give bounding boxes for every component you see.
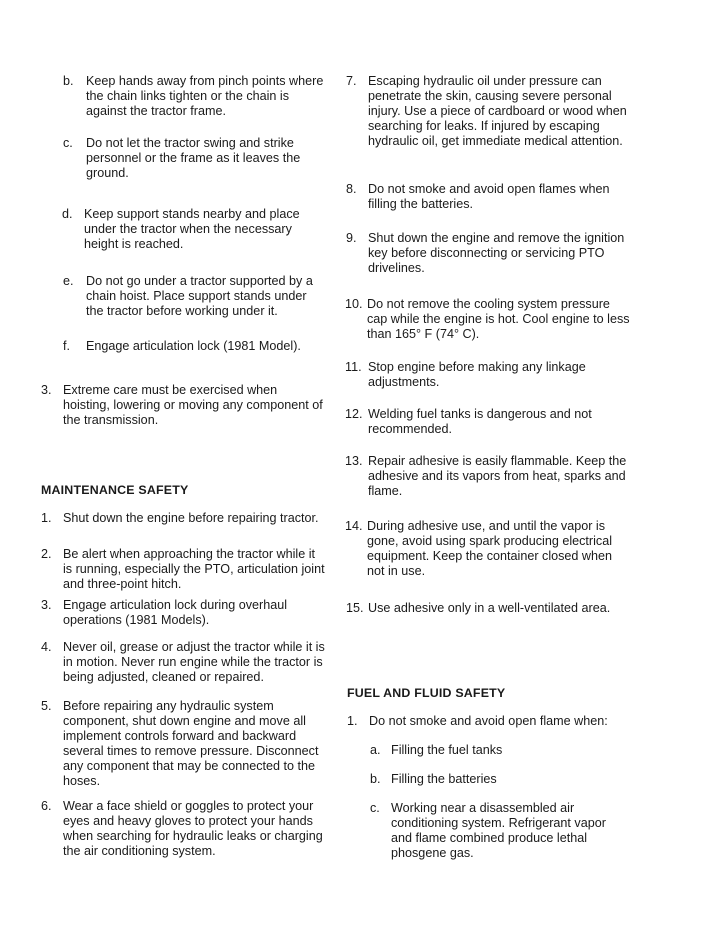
- item-marker: d.: [62, 207, 73, 221]
- item-text: Stop engine before making any linkage adjustments.: [368, 360, 586, 389]
- item-marker: 1.: [347, 714, 358, 728]
- item-text: During adhesive use, and until the vapor is gone, avoid using spark producing electrical equipment. Keep the container closed when not in use.: [367, 519, 613, 578]
- item-marker: 13.: [345, 454, 363, 468]
- item-text: Shut down the engine before repairing tractor.: [63, 511, 319, 525]
- item-text: Wear a face shield or goggles to protect your eyes and heavy gloves to protect your hands when searching for hydraulic leaks or charging the air conditioning system.: [63, 799, 323, 858]
- fuel-fluid-safety-heading: FUEL AND FLUID SAFETY: [347, 686, 506, 700]
- item-text: Filling the fuel tanks: [391, 743, 503, 757]
- maintenance-safety-heading: MAINTENANCE SAFETY: [41, 483, 189, 497]
- item-marker: 3.: [41, 598, 52, 612]
- item-text: Do not remove the cooling system pressure cap while the engine is hot. Cool engine to less than 165° F (74° C).: [367, 297, 630, 341]
- item-text: Do not smoke and avoid open flame when:: [369, 714, 608, 728]
- item-marker: f.: [63, 339, 70, 353]
- item-marker: 12.: [345, 407, 363, 421]
- item-marker: 7.: [346, 74, 357, 88]
- item-marker: 3.: [41, 383, 52, 397]
- item-text: Before repairing any hydraulic system component, shut down engine and move all implement controls forward and backward several times to remove pressure. Disconnect any component that may be connected to the hoses.: [63, 699, 319, 788]
- item-marker: 9.: [346, 231, 357, 245]
- item-marker: c.: [63, 136, 73, 150]
- item-marker: 2.: [41, 547, 52, 561]
- item-text: Filling the batteries: [391, 772, 497, 786]
- item-text: Working near a disassembled air conditioning system. Refrigerant vapor and flame combined produce lethal phosgene gas.: [391, 801, 606, 860]
- item-text: Escaping hydraulic oil under pressure can penetrate the skin, causing severe personal injury. Use a piece of cardboard or wood when searching for leaks. If injured by escaping hydraulic oil, get immediate medical attention.: [368, 74, 627, 148]
- item-marker: b.: [63, 74, 74, 88]
- item-text: Keep hands away from pinch points where the chain links tighten or the chain is against the tractor frame.: [86, 74, 324, 118]
- item-text: Keep support stands nearby and place under the tractor when the necessary height is reached.: [84, 207, 300, 251]
- item-text: Do not let the tractor swing and strike personnel or the frame as it leaves the ground.: [86, 136, 301, 180]
- item-text: Shut down the engine and remove the ignition key before disconnecting or servicing PTO drivelines.: [368, 231, 625, 275]
- item-text: Engage articulation lock during overhaul operations (1981 Models).: [63, 598, 288, 627]
- item-text: Do not go under a tractor supported by a chain hoist. Place support stands under the tractor before working under it.: [86, 274, 313, 318]
- item-text: Do not smoke and avoid open flames when filling the batteries.: [368, 182, 610, 211]
- item-text: Be alert when approaching the tractor while it is running, especially the PTO, articulation joint and three-point hitch.: [63, 547, 325, 591]
- item-marker: 6.: [41, 799, 52, 813]
- item-marker: e.: [63, 274, 74, 288]
- item-marker: 1.: [41, 511, 52, 525]
- item-marker: 10.: [345, 297, 363, 311]
- item-text: Repair adhesive is easily flammable. Keep the adhesive and its vapors from heat, sparks and flame.: [368, 454, 627, 498]
- item-text: Engage articulation lock (1981 Model).: [86, 339, 301, 353]
- item-marker: 14.: [345, 519, 363, 533]
- item-marker: a.: [370, 743, 381, 757]
- item-text: Use adhesive only in a well-ventilated area.: [368, 601, 611, 615]
- item-marker: 4.: [41, 640, 52, 654]
- item-marker: 11.: [345, 360, 362, 374]
- item-marker: 5.: [41, 699, 52, 713]
- item-marker: c.: [370, 801, 380, 815]
- item-text: Welding fuel tanks is dangerous and not recommended.: [368, 407, 592, 436]
- item-marker: 15.: [346, 601, 364, 615]
- item-marker: 8.: [346, 182, 357, 196]
- item-marker: b.: [370, 772, 381, 786]
- item-text: Never oil, grease or adjust the tractor while it is in motion. Never run engine while the tractor is being adjusted, cleaned or repaired.: [63, 640, 325, 684]
- item-text: Extreme care must be exercised when hoisting, lowering or moving any component of the transmission.: [63, 383, 323, 427]
